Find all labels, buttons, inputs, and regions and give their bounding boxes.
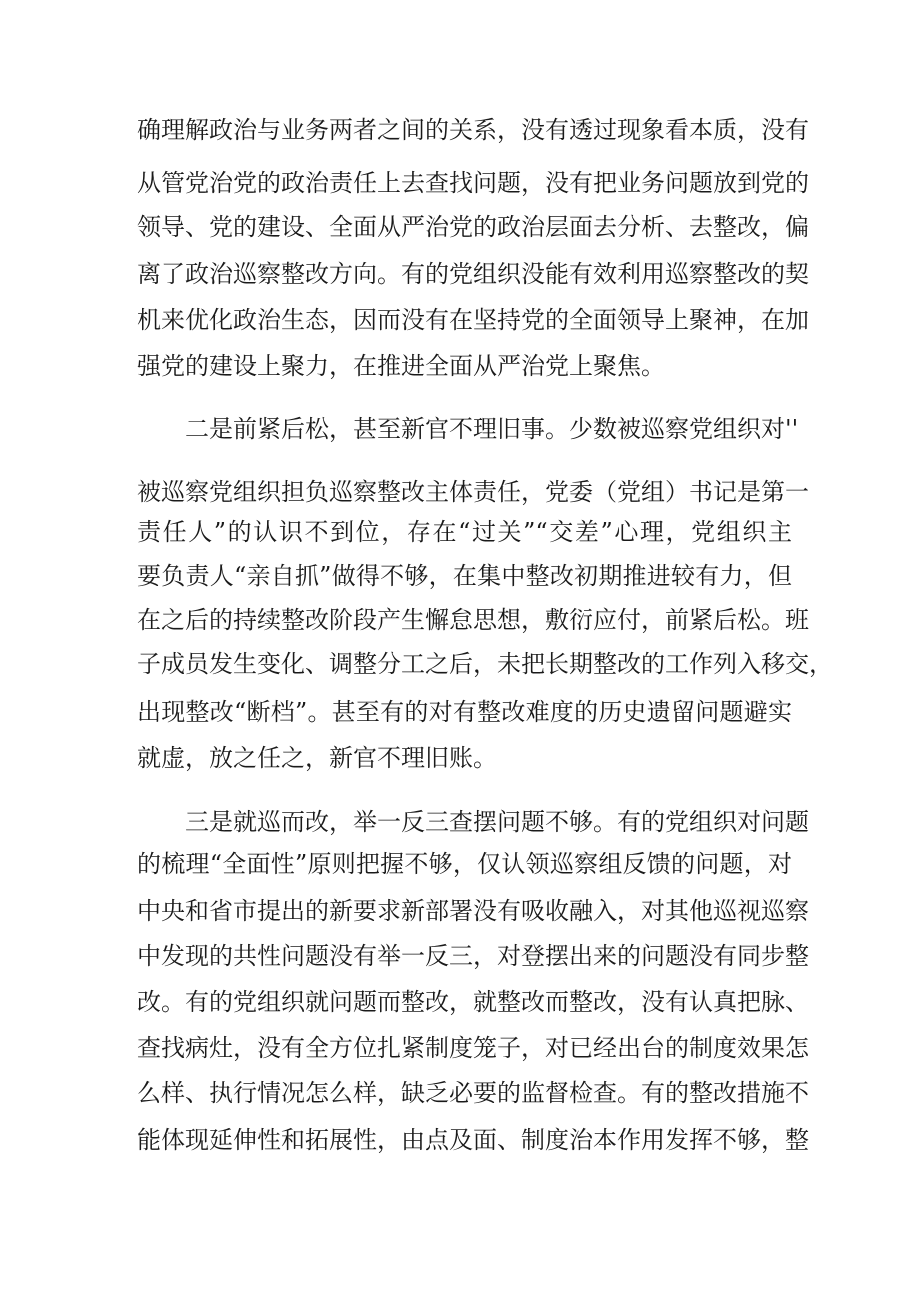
text-line: 查找病灶，没有全方位扎紧制度笼子，对已经出台的制度效果怎 xyxy=(137,1034,809,1062)
text-line: 么样、执行情况怎么样，缺乏必要的监督检查。有的整改措施不 xyxy=(137,1079,809,1107)
text-line: 就虚，放之任之，新官不理旧账。 xyxy=(137,744,497,772)
text-line: 责任人”的认识不到位，存在“过关”“交差”心理，党组织主 xyxy=(137,518,792,546)
text-line: 离了政治巡察整改方向。有的党组织没能有效利用巡察整改的契 xyxy=(137,260,809,288)
paragraph-first-line: 二是前紧后松，甚至新官不理旧事。少数被巡察党组织对'' xyxy=(185,415,799,443)
text-line: 被巡察党组织担负巡察整改主体责任，党委（党组）书记是第一 xyxy=(137,478,809,506)
text-line: 强党的建设上聚力，在推进全面从严治党上聚焦。 xyxy=(137,352,665,380)
text-line: 要负责人“亲自抓”做得不够，在集中整改初期推进较有力，但 xyxy=(137,562,792,590)
text-line: 子成员发生变化、调整分工之后，未把长期整改的工作列入移交， xyxy=(137,650,833,678)
text-line: 确理解政治与业务两者之间的关系，没有透过现象看本质，没有 xyxy=(137,116,809,144)
text-line: 中发现的共性问题没有举一反三，对登摆出来的问题没有同步整 xyxy=(137,942,809,970)
text-line: 中央和省市提出的新要求新部署没有吸收融入，对其他巡视巡察 xyxy=(137,897,809,925)
text-line: 改。有的党组织就问题而整改，就整改而整改，没有认真把脉、 xyxy=(137,988,809,1016)
text-line: 在之后的持续整改阶段产生懈怠思想，敷衍应付，前紧后松。班 xyxy=(137,606,809,634)
text-line: 的梳理“全面性”原则把握不够，仅认领巡察组反馈的问题，对 xyxy=(137,850,792,878)
text-line: 领导、党的建设、全面从严治党的政治层面去分析、去整改，偏 xyxy=(137,213,809,241)
text-line: 能体现延伸性和拓展性，由点及面、制度治本作用发挥不够，整 xyxy=(137,1126,809,1154)
text-line: 出现整改“断档”。甚至有的对有整改难度的历史遗留问题避实 xyxy=(137,698,792,726)
paragraph-first-line: 三是就巡而改，举一反三查摆问题不够。有的党组织对问题 xyxy=(185,808,809,836)
text-line: 机来优化政治生态，因而没有在坚持党的全面领导上聚神，在加 xyxy=(137,306,809,334)
text-line: 从管党治党的政治责任上去查找问题，没有把业务问题放到党的 xyxy=(137,169,809,197)
